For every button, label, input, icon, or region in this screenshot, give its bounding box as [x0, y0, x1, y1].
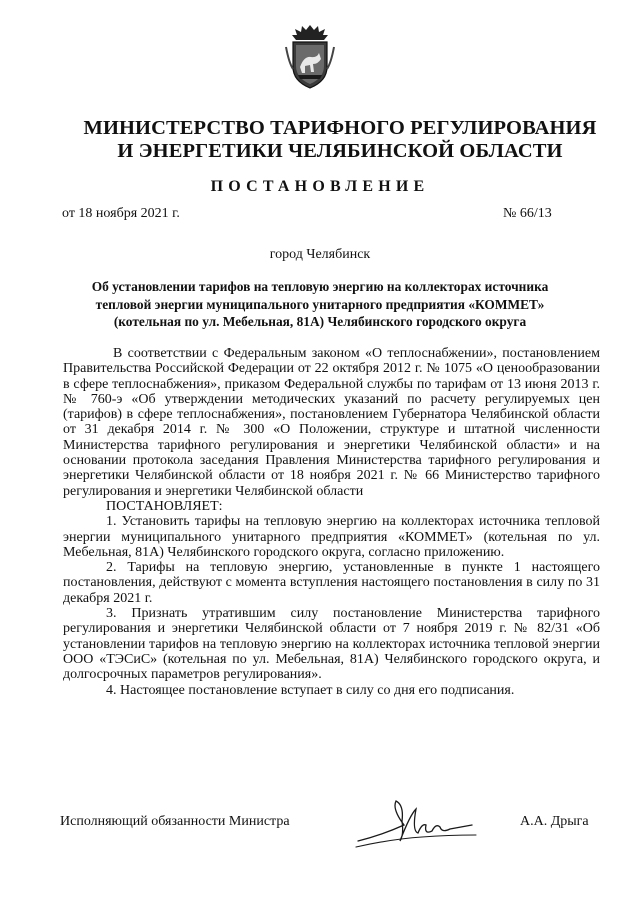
signatory-role: Исполняющий обязанности Министра	[60, 814, 290, 829]
clause-3: 3. Признать утратившим силу постановление Министерства тарифного регулирования и энергетики Челябинской области от 7 ноября 2019 г. № 82/31 «Об установлении тарифов на тепловую энергию на коллекторах источника тепловой энергии ООО «ТЭСиС» (котельная по ул. Мебельная, 81А) Челябинского городского округа, и долгосрочных параметров регулирования».	[63, 606, 600, 683]
ministry-name	[60, 117, 620, 163]
title-line-3: (котельная по ул. Мебельная, 81А) Челябинского городского округа	[113, 314, 527, 329]
signatory-name: А.А. Дрыга	[520, 814, 589, 829]
clause-1: 1. Установить тарифы на тепловую энергию на коллекторах источника тепловой энергии муниципального унитарного предприятия «КОММЕТ» (котельная по ул. Мебельная, 81А) Челябинского городского округа, согласно приложению.	[63, 514, 600, 560]
document-city: город Челябинск	[269, 247, 371, 262]
preamble-paragraph: В соответствии с Федеральным законом «О теплоснабжении», постановлением Правительства Российской Федерации от 22 октября 2012 г. № 1075 «О ценообразовании в сфере теплоснабжения», приказом Федеральной службы по тарифам от 13 июня 2013 г. № 760-э «Об утверждении методических указаний по расчету регулируемых цен (тарифов) в сфере теплоснабжения», постановлением Губернатора Челябинской области от 31 декабря 2014 г. № 300 «О Положении, структуре и штатной численности Министерства тарифного регулирования и энергетики Челябинской области» и на основании протокола заседания Правления Министерства тарифного регулирования и энергетики Челябинской области от 18 ноября 2021 г. № 66 Министерство тарифного регулирования и энергетики Челябинской области	[63, 346, 600, 499]
handwritten-signature	[352, 795, 482, 851]
clause-2: 2. Тарифы на тепловую энергию, установленные в пункте 1 настоящего постановления, действуют с момента вступления настоящего постановления в силу по 31 декабря 2021 г.	[63, 560, 600, 606]
ministry-line-1: МИНИСТЕРСТВО ТАРИФНОГО РЕГУЛИРОВАНИЯ	[83, 117, 597, 139]
title-line-2: тепловой энергии муниципального унитарного предприятия «КОММЕТ»	[95, 296, 545, 312]
ministry-line-2: И ЭНЕРГЕТИКИ ЧЕЛЯБИНСКОЙ ОБЛАСТИ	[117, 140, 563, 162]
decree-word: ПОСТАНОВЛЯЕТ:	[106, 498, 223, 514]
document-number: № 66/13	[503, 206, 552, 221]
document-body	[63, 346, 600, 698]
document-title	[75, 278, 565, 331]
title-line-1: Об установлении тарифов на тепловую энергию на коллекторах источника	[91, 279, 549, 294]
clause-4: 4. Настоящее постановление вступает в силу со дня его подписания.	[106, 682, 515, 698]
document-type: ПОСТАНОВЛЕНИЕ	[210, 178, 430, 195]
document-date: от 18 ноября 2021 г.	[62, 206, 180, 221]
coat-of-arms-icon	[284, 23, 336, 91]
